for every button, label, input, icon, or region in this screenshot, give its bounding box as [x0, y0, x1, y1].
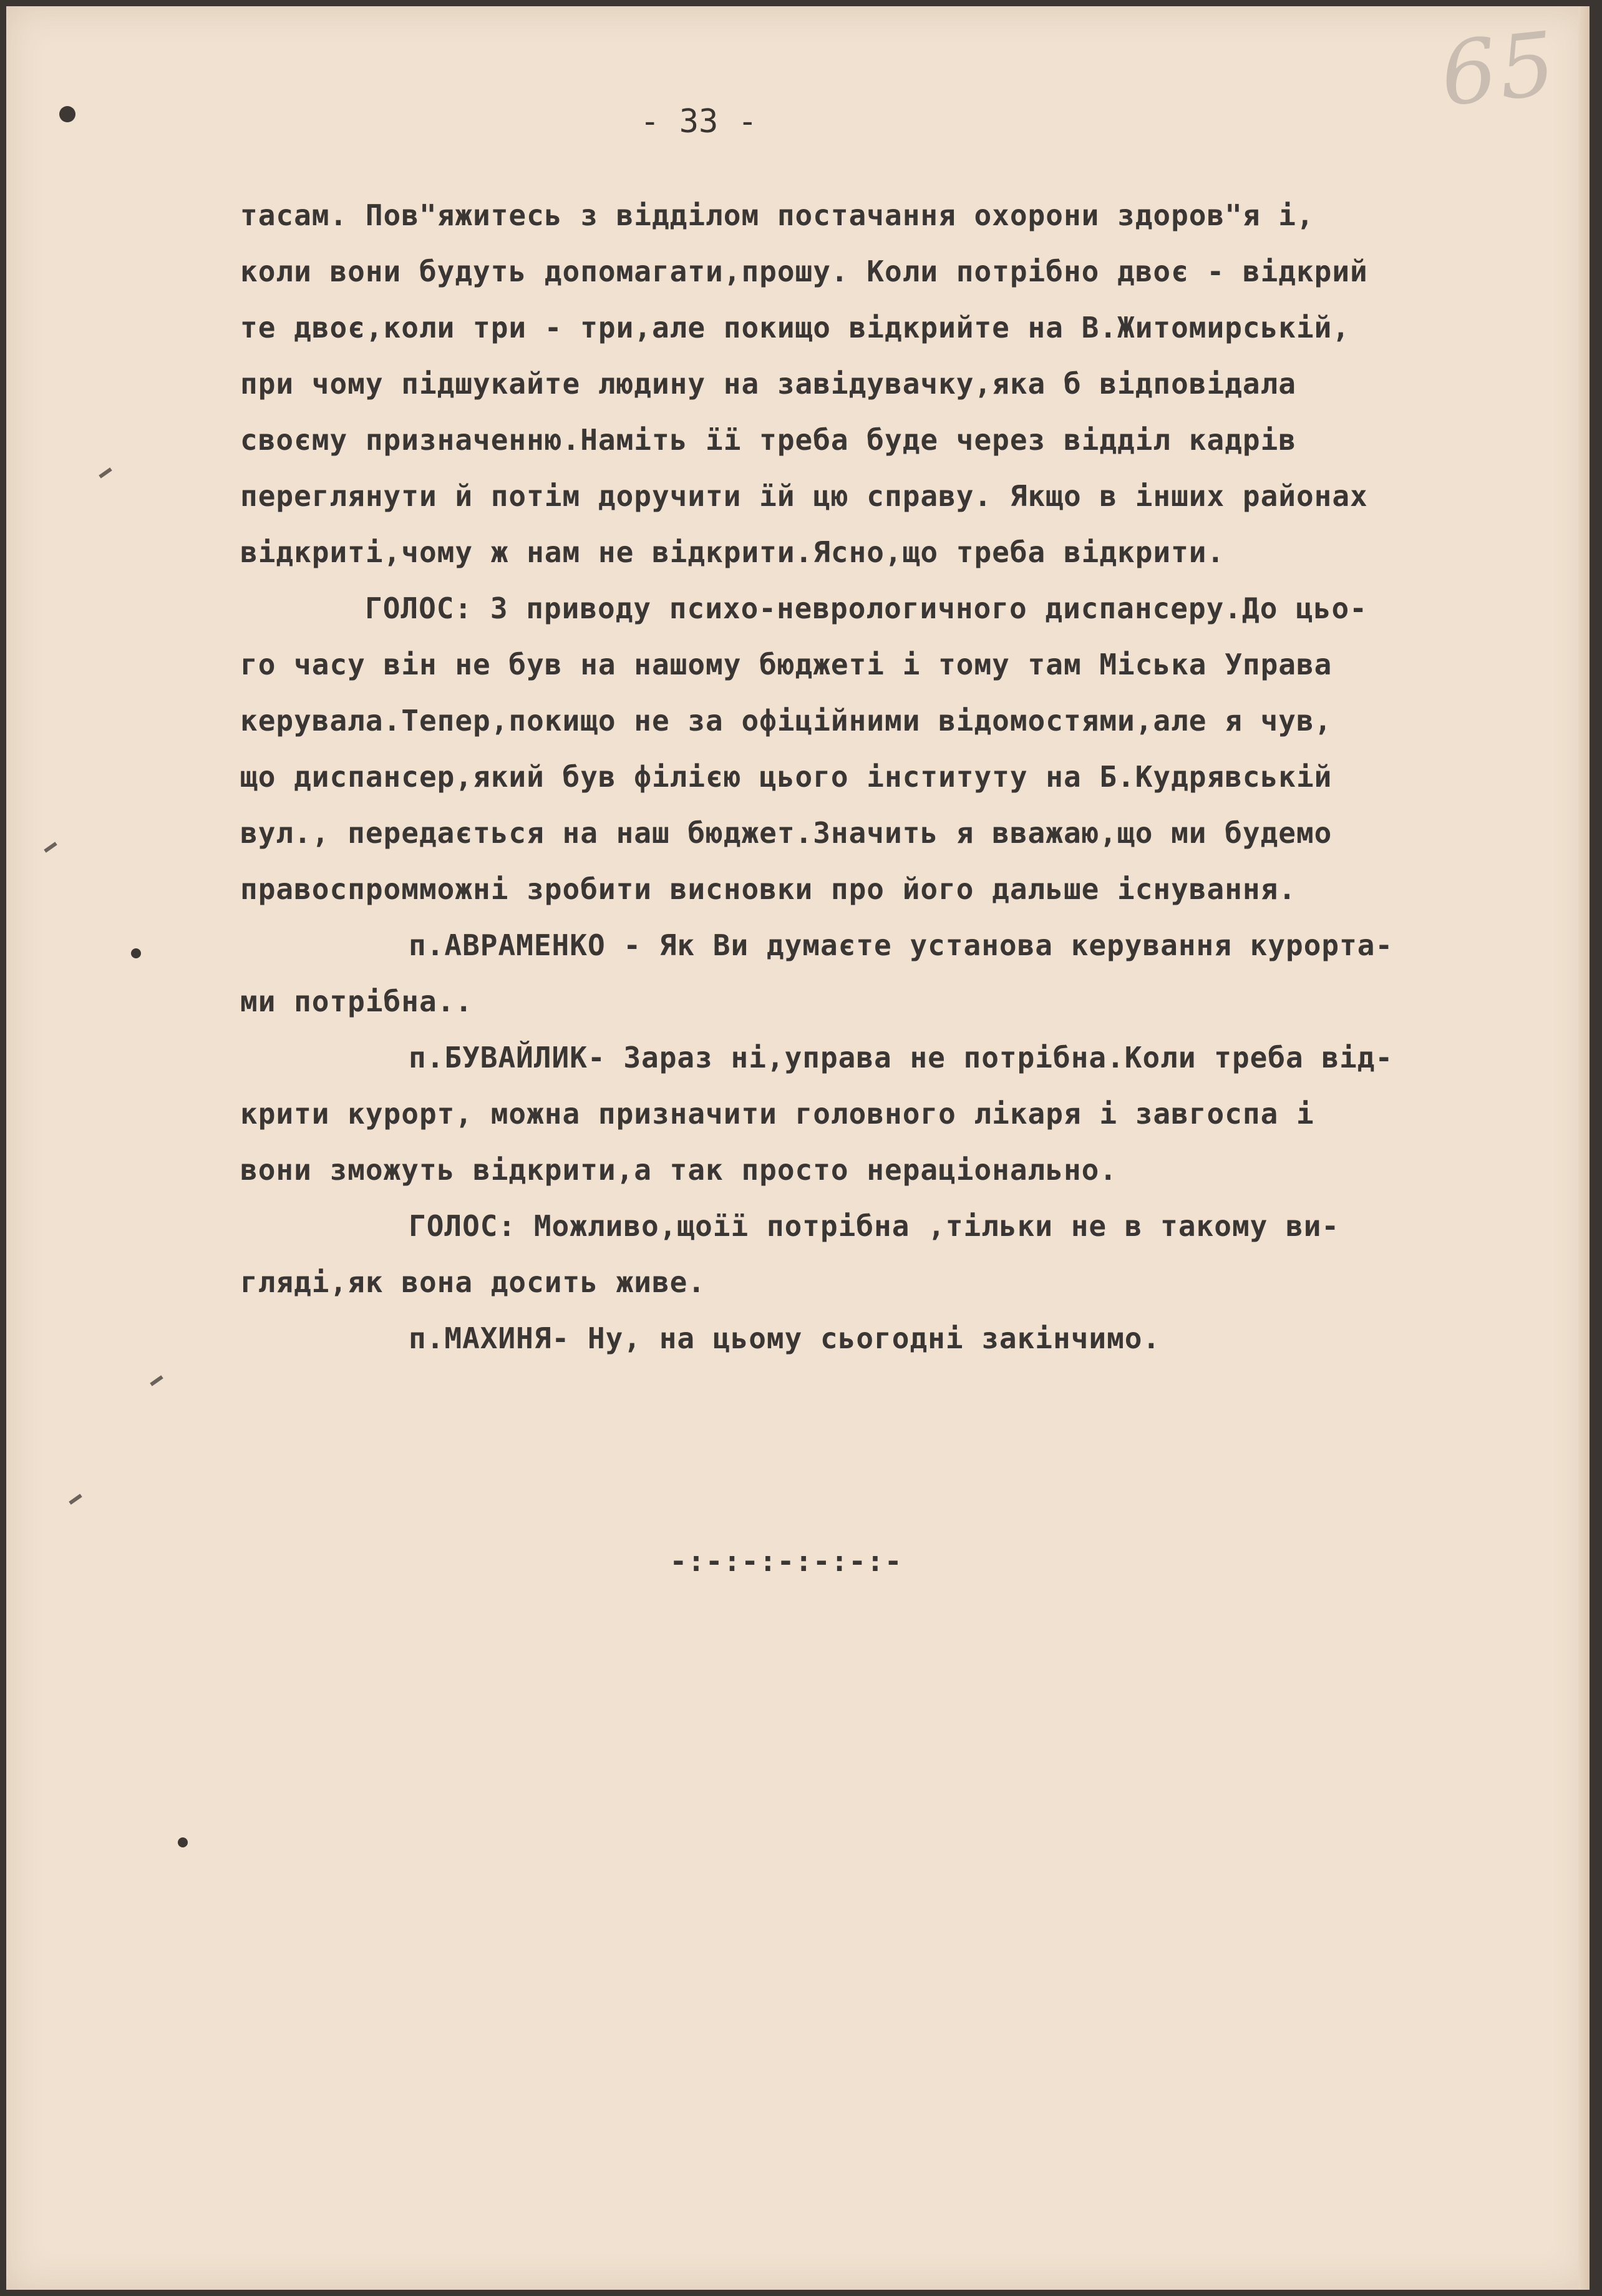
punch-hole — [59, 106, 75, 122]
archive-page-number: 65 — [1435, 12, 1563, 127]
text-line: те двоє,коли три - три,але покищо відкрийте на В.Житомирській, — [240, 311, 1351, 344]
text-line: го часу він не був на нашому бюджеті і тому там Міська Управа — [240, 648, 1333, 681]
speaker-line-avramenko: п.АВРАМЕНКО - Як Ви думаєте установа керування курорта- — [409, 928, 1394, 962]
margin-mark — [150, 1375, 163, 1386]
document-page — [6, 6, 1590, 2290]
text-line: тасам. Пов"яжитесь з відділом постачання охорони здоров"я і, — [240, 198, 1314, 232]
text-line: гляді,як вона досить живе. — [240, 1265, 706, 1299]
margin-mark — [44, 842, 57, 853]
text-line: керувала.Тепер,покищо не за офіційними відомостями,але я чув, — [240, 704, 1333, 737]
text-line: ми потрібна.. — [240, 985, 473, 1018]
document-body — [240, 187, 1594, 1366]
text-line: крити курорт, можна призначити головного лікаря і завгоспа і — [240, 1097, 1314, 1131]
text-line: що диспансер,який був філією цього інституту на Б.Кудрявській — [240, 760, 1333, 794]
text-line: правоспромможні зробити висновки про його дальше існування. — [240, 872, 1296, 906]
speaker-line-golos: ГОЛОС: Можливо,щоїї потрібна ,тільки не в такому ви- — [409, 1209, 1340, 1243]
speaker-line-golos: ГОЛОС: З приводу психо-неврологичного диспансеру.До цьо- — [365, 591, 1367, 625]
punch-hole — [131, 948, 141, 958]
text-line: коли вони будуть допомагати,прошу. Коли потрібно двоє - відкрий — [240, 255, 1368, 288]
speaker-line-buvailyk: п.БУВАЙЛИК- Зараз ні,управа не потрібна.Коли треба від- — [409, 1041, 1394, 1074]
punch-hole — [178, 1837, 188, 1847]
margin-mark — [99, 467, 112, 479]
text-line: переглянути й потім доручити їй цю справу. Якщо в інших районах — [240, 479, 1368, 513]
text-line: своєму призначенню.Наміть її треба буде через відділ кадрів — [240, 423, 1296, 457]
text-line: вул., передається на наш бюджет.Значить я вважаю,що ми будемо — [240, 816, 1333, 850]
text-line: відкриті,чому ж нам не відкрити.Ясно,що треба відкрити. — [240, 535, 1225, 569]
text-line: при чому підшукайте людину на завідувачку,яка б відповідала — [240, 367, 1296, 401]
page-number: - 33 - — [640, 103, 757, 140]
text-line: вони зможуть відкрити,а так просто нераціонально. — [240, 1153, 1118, 1187]
speaker-line-makhynia: п.МАХИНЯ- Ну, на цьому сьогодні закінчимо. — [409, 1321, 1161, 1355]
margin-mark — [69, 1494, 82, 1505]
end-separator: -:-:-:-:-:-:- — [669, 1544, 903, 1578]
